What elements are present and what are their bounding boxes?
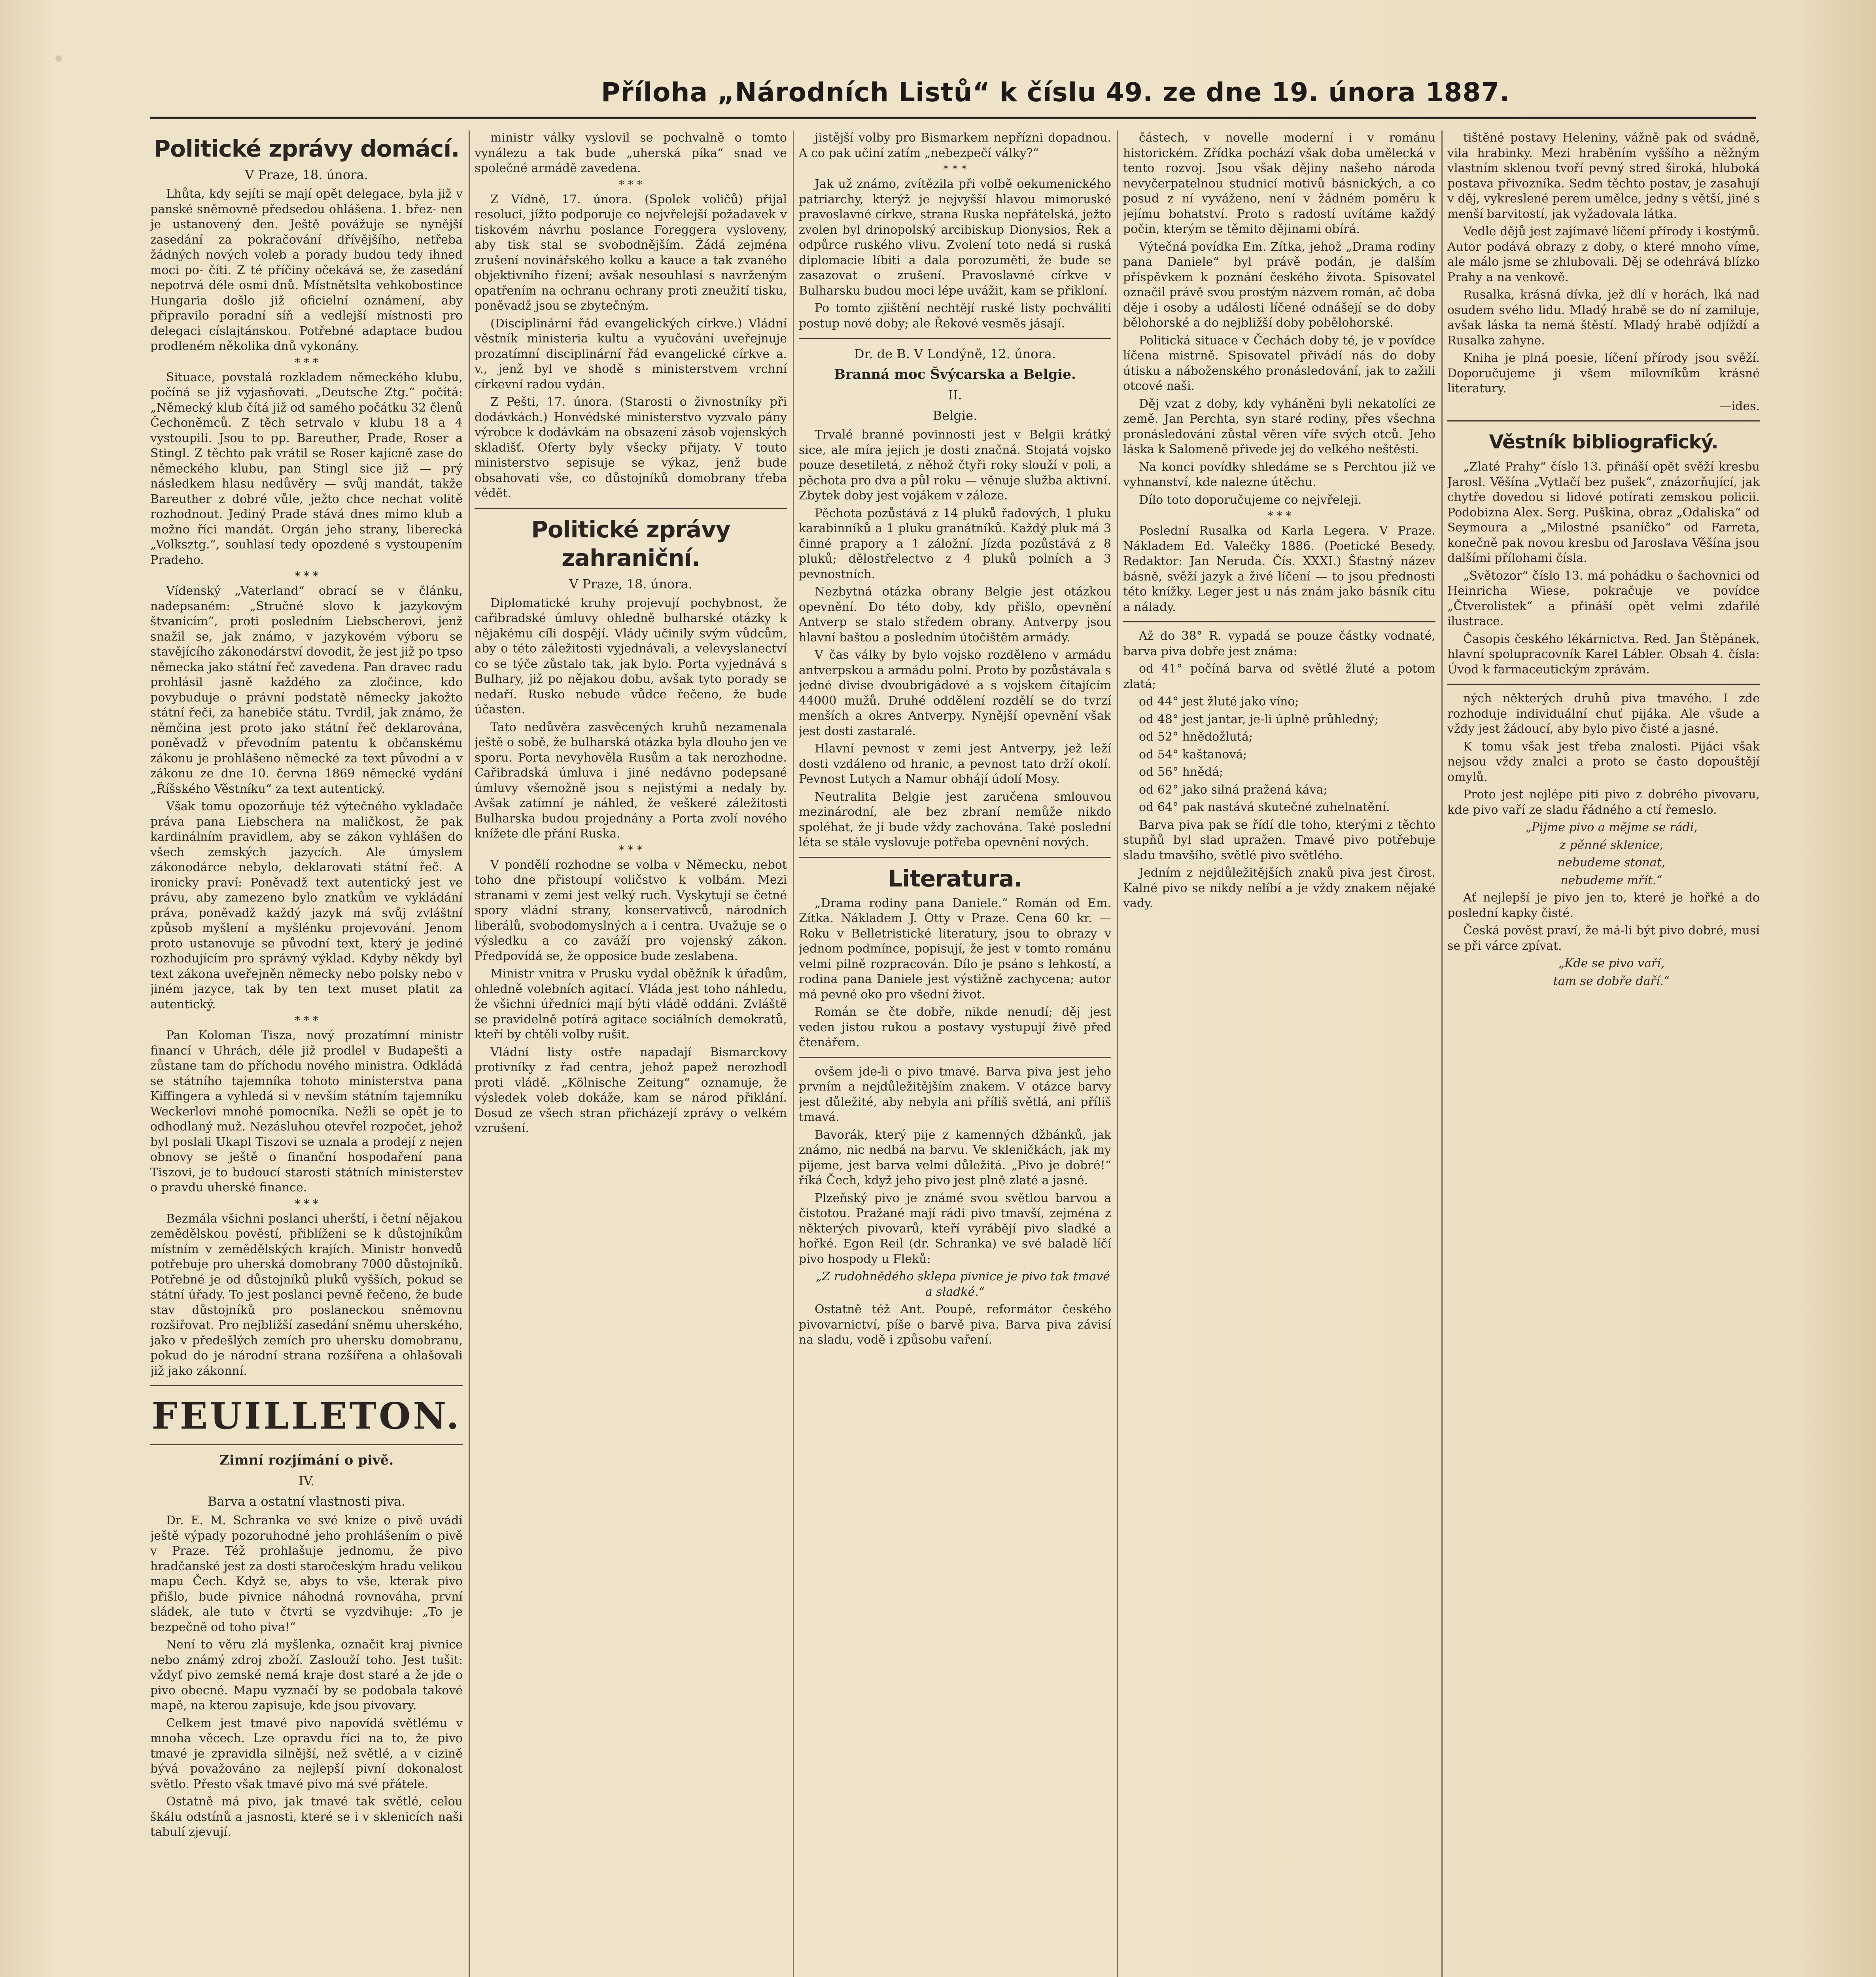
section-title-bibliography: Věstník bibliografický. xyxy=(1489,431,1718,453)
column-rule xyxy=(469,130,470,1977)
list-item: od 54° kaštanová; xyxy=(1139,747,1247,762)
column-rule xyxy=(1117,130,1118,1977)
separator-stars: * * * xyxy=(295,1197,318,1210)
list-item: od 44° jest žluté jako víno; xyxy=(1139,695,1299,709)
paragraph: Až do 38° R. vypadá se pouze částky vodnaté, barva piva dobře jest známa: xyxy=(1123,629,1435,658)
paragraph: Politická situace v Čechách doby té, je v povídce líčena mistrně. Spisovatel přivádí nás do doby útisku a náboženského pronásledování, jak to zažili otcové naši. xyxy=(1123,333,1435,393)
paragraph: jistější volby pro Bismarkem nepřízni dopadnou. A co pak učiní zatím „nebezpečí války?“ xyxy=(799,131,1111,160)
paragraph: Z Pešti, 17. února. (Starosti o živnostníky při dodávkách.) Honvédské ministerstvo vyzvalo pány výrobce k dodávkám na obsazení zásob vojenských skladišť. Oferty byly všecky přijaty. V touto ministerstvo sepisuje se výkaz, jenž bude obsahovati vše, co důstojníků domobrany třeba vědět. xyxy=(475,395,787,500)
paragraph: Vládní listy ostře napadají Bismarckovy protivníky z řad centra, jehož papež nerozhodl proti vládě. „Kölnische Zeitung“ oznamuje, že výsledek voleb dokáže, kam se národ přiklání. Dosud ze všech stran přicházejí zprávy o velkém vzrušení. xyxy=(475,1045,787,1135)
paragraph: Bezmála všichni poslanci uherští, i četní nějakou zemědělskou pověstí, přiblíženi se k důstojníkům místním v zemědělských krajích. Ministr honvedů potřebuje pro uherská domobrany 7000 důstojníků. Potřebné je od důstojníků pluků vyšších, pokud se státní úřady. To jest poslanci pevně řečeno, že bude stav důstojníků pro poslaneckou sněmovnu rozšiřovat. Pro nejbližší zasedání sněmu uherského, jako v předešlých zemích pro uhersku domobranu, pokud do je národní strana rozšířena a ohlašovali již jako zákonní. xyxy=(150,1212,463,1378)
feuilleton-number: IV. xyxy=(298,1473,315,1488)
correspondent-line: Dr. de B. V Londýně, 12. února. xyxy=(854,346,1056,361)
paragraph: Neutralita Belgie jest zaručena smlouvou mezinárodní, ale bez zbraní nemůže nikdo spoléhat, že jí bude vždy zachována. Také poslední léta se stále vyslovuje potřeba opevnění nových. xyxy=(799,790,1111,849)
separator-stars: * * * xyxy=(619,178,643,191)
paragraph: Výtečná povídka Em. Zítka, jehož „Drama rodiny pana Daniele“ byl právě podán, je dalším příspěvkem k poznání českého života. Spisovatel označil právě svou prostým názvem román, ač doba děje i osoby a události líčené odnášejí se do doby bělohorské a do nejbližší doby pobělohorské. xyxy=(1123,240,1435,330)
section-title-literature: Literatura. xyxy=(888,865,1022,892)
divider xyxy=(150,1385,463,1386)
column-2 xyxy=(475,130,787,1977)
paragraph: Dílo toto doporučujeme co nejvřeleji. xyxy=(1139,493,1362,507)
column-4 xyxy=(1123,130,1435,1977)
header-rule xyxy=(150,117,1756,119)
divider xyxy=(150,1444,463,1445)
paragraph: V pondělí rozhodne se volba v Německu, nebot toho dne přistoupí voličstvo k volbám. Mezi stranami v zemi jest velký ruch. Vyskytují se četné spory vládní strany, konservativců, národních liberálů, svobodomyslných a i centra. Uvažuje se o výsledku a co zaváží pro vojenský zákon. Předpovídá se, že opposice bude zeslabena. xyxy=(475,858,787,963)
paragraph: Není to věru zlá myšlenka, označit kraj pivnice nebo známý zdroj zboží. Zaslouží toho. Jest tušit: vždyť pivo zemské nemá kraje dost staré a že jde o pivo obecné. Mapu vyznačí by se podobala takové mapě, na kterou zapisuje, kde jsou pivovary. xyxy=(150,1638,463,1712)
list-item: od 56° hnědá; xyxy=(1139,765,1224,779)
verse: nebudeme stonat, xyxy=(1557,856,1666,869)
paragraph: „Drama rodiny pana Daniele.“ Román od Em. Zítka. Nákladem J. Otty v Praze. Cena 60 kr. — Roku v Belletristické literatury, jsou to obrazy v jednom podmínce, popisují, že jest v tomto románu velmi pilně rozpracován. Dílo je psáno s lehkostí, a rodina pana Daniele jest výstižně zachycena; autor má pevné oko pro všední život. xyxy=(799,896,1111,1002)
paragraph: Na konci povídky shledáme se s Perchtou již ve vyhnanství, kde nalezne útěchu. xyxy=(1123,460,1435,489)
paragraph: Celkem jest tmavé pivo napovídá světlému v mnoha věcech. Lze opravdu říci na to, že pivo tmavé je zpravidla silnější, než světlé, a v cizině bývá považováno za nejlepší pivní dokonalost světlo. Přesto však tmavé pivo má své přátele. xyxy=(150,1716,463,1791)
paragraph: Lhůta, kdy sejíti se mají opět delegace, byla již v panské sněmovně předsedou ohlášena. 1. břez- nen je ustanovený den. Ještě povážuje se nynější zasedání za pokračování dřívějšího, netřeba žádných nových voleb a porady budou tedy ihned moci po- číti. Z té příčiny očekává se, že zasedání nepotrvá déle osmi dnů. Místnětslta vehkobostince Hungaria došlo již oficielní oznámení, aby připravilo poradní síň a vedlejší místnosti pro delegaci císlajtánskou. Potřebné adaptace budou prodleném několika dnů vykonány. xyxy=(150,187,463,353)
paragraph: Vídenský „Vaterland“ obrací se v článku, nadepsaném: „Stručné slovo k jazykovým štvanicím“, proti posledním Liebscherovi, jenž snažil se, jak známo, v jazykovém výboru se stavějícího zákonodárství dovodit, že jest již po tpso německa jako státní řeč zavedena. Pan dravec radu prohlásil jasně každého za zločince, kdo povybuduje o právní podstatě německy jakožto státní řeči, za hanebiče státu. Tvrdil, jak známo, že němčina jest proto jako státní řeč deklarována, poněvadž v převodním patentu k občanskému zákonu je prohlášeno německé za text původní a v zákonu ze dne 10. června 1869 německé vydání „Říšského Věstníku“ za text autentický. xyxy=(150,584,463,796)
section-title-domestic: Politické zprávy domácí. xyxy=(153,135,460,162)
column-rule xyxy=(793,130,794,1977)
divider xyxy=(1447,684,1760,685)
paragraph: Plzeňský pivo je známé svou světlou barvou a čistotou. Pražané mají rádi pivo tmavší, zejména z některých pivovarů, kteří vyrábějí pivo sladké a hořké. Egon Reil (dr. Schranka) ve své baladě líčí pivo hospody u Fleků: xyxy=(799,1191,1111,1266)
paragraph: ministr války vyslovil se pochvalně o tomto vynálezu a tak bude „uherská píka“ snad ve společné armádě zavedena. xyxy=(475,131,787,175)
list-item: od 64° pak nastává skutečné zuhelnatění. xyxy=(1139,800,1390,814)
paragraph: Barva piva pak se řídí dle toho, kterými z těchto stupňů byl slad upražen. Tmavé pivo potřebuje sladu tmavšího, světlé pivo světlého. xyxy=(1123,818,1435,862)
paragraph: Česká pověst praví, že má-li být pivo dobré, musí se při várce zpívat. xyxy=(1447,924,1760,953)
paragraph: Ostatně též Ant. Poupě, reformátor českého pivovarnictví, píše o barvě piva. Barva piva závisí na sladu, vodě i způsobu vaření. xyxy=(799,1302,1111,1347)
separator-stars: * * * xyxy=(1267,509,1291,522)
paragraph: Časopis českého lékárnictva. Red. Jan Štěpánek, hlavní spolupracovník Karel Lábler. Obsah 4. čísla: Úvod k farmaceutickým zprávám. xyxy=(1447,632,1760,677)
divider xyxy=(1447,420,1760,421)
paragraph: Jedním z nejdůležitějších znaků piva jest čirost. Kalné pivo se nikdy nelíbí a je vždy znakem nějaké vady. xyxy=(1123,866,1435,910)
list-item: od 62° jako silná pražená káva; xyxy=(1139,782,1328,797)
dateline: V Praze, 18. února. xyxy=(245,167,368,182)
paragraph: Nezbytná otázka obrany Belgie jest otázkou opevnění. Do této doby, kdy přišlo, opevnění Antverp se stalo středem obrany. Antverpy jsou hlavní baštou a posledním útočištěm armády. xyxy=(799,585,1111,645)
section-title-foreign: Politické zprávy zahraniční. xyxy=(531,516,730,571)
paragraph: Kniha je plná poesie, líčení přírody jsou svěží. Doporučujeme ji všem milovníkům krásné literatury. xyxy=(1447,351,1760,395)
verse: „Pijme pivo a mějme se rádi, xyxy=(1525,820,1698,834)
article-title: Branná moc Švýcarska a Belgie. xyxy=(834,367,1076,382)
paragraph: Však tomu opozorňuje též výtečného vykladače práva pana Liebschera na maličkost, že pak kardinálním pravidlem, aby se zákon vyhlášen do všech zemských jazycích. Ale úmyslem zákonodárce nebylo, deklarovati státní řeč. A ironicky praví: Poněvadž text autentický jest ve právu, aby zamezeno bylo znatkům ve vykládání práva, poněvadž každý jazyk má svůj zvláštní způsob myšlení a myšlénku projevování. Jenom proto ustanovuje se původní text, který je jediné rozhodujícím pro správný výklad. Kdyby někdy byl text zákona uveřejněn německy nebo polsky nebo v jiném jazyce, tak by ten text muset platit za autentický. xyxy=(150,799,463,1011)
paragraph: Hlavní pevnost v zemi jest Antverpy, jež leží dosti vzdáleno od hranic, a pevnost tato drží okolí. Pevnost Lutych a Namur obhájí údolí Mosy. xyxy=(799,742,1111,786)
paragraph: Ať nejlepší je pivo jen to, které je hořké a do poslední kapky čisté. xyxy=(1447,891,1760,920)
article-part: II. xyxy=(948,387,962,403)
divider xyxy=(1123,621,1435,622)
paragraph: Diplomatické kruhy projevují pochybnost, že cařibradské úmluvy ohledně bulharské otázky k nějakému cíli dospějí. Vlády učinily svým vůdcům, aby o této záležitosti vyjednávali, a velevyslanectví co se týče zůstalo tak, jak bylo. Porta vyjednává s Bulhary, již po nějakou dobu, avšak tyto porady se nedaří. Rusko nebude vůdce řečeno, že bude účasten. xyxy=(475,596,787,716)
paragraph: Pan Koloman Tisza, nový prozatímní ministr financí v Uhrách, déle již prodlel v Budapešti a zůstane tam do příchodu nového ministra. Odkládá se státního tajemníka tohoto ministerstva pana Kiffingera a vyhledá si v nevším státním tajemníku Weckerlovi mnohé pomocníka. Nežli se opět je to odhodlaný muž. Nezásluhou otevřel rozpočet, jehož byl poslali Ukapl Tiszovi se uznala a prodejí z nejen obnovy se ještě o finanční hospodaření pana Tiszovi, je to budoucí starosti státních ministerstev o pravdu uherské finance. xyxy=(150,1028,463,1195)
paragraph: (Disciplinární řád evangelických církve.) Vládní věstník ministeria kultu a vyučování uveřejnuje prozatímní disciplinární řád evangelické církve a. v., jenž byl ve shodě s ministerstvem vrchní církevní radou vydán. xyxy=(475,316,787,391)
page-header xyxy=(150,77,1756,121)
author-signature: —ides. xyxy=(1719,399,1760,413)
paragraph: V čas války by bylo vojsko rozděleno v armádu antverpskou a armádu polní. Proto by pozůstávala s jedné divise dvoubrigádové a s vojskem čítajícím 44000 mužů. Druhé oddělení rozdělí se do tvrzí menších a okres Antverpy. Nynější opevnění však jest dosti zastaralé. xyxy=(799,648,1111,738)
paragraph: Vedle dějů jest zajímavé líčení přírody i kostýmů. Autor podává obrazy z doby, o které mnoho víme, ale málo jsme se zhlubovali. Děj se odehrává blízko Prahy a na venkově. xyxy=(1447,225,1760,284)
paragraph: částech, v novelle moderní i v románu historickém. Zřídka pochází však doba umělecká v tento rozvoj. Jsou však dějiny našeho národa nevyčerpatelnou studnicí motivů básnických, a co posud z ní vyváženo, není v žádném poměru k jejímu bohatství. Proto s radostí uvítáme každý počin, kterým se těmito dějinami obírá. xyxy=(1123,131,1435,236)
paragraph: ovšem jde-li o pivo tmavé. Barva piva jest jeho prvním a nejdůležitějším znakem. V otázce barvy jest důležité, aby nebyla ani příliš světlá, ani příliš tmavá. xyxy=(799,1064,1111,1124)
list-item: od 48° jest jantar, je-li úplně průhledný; xyxy=(1139,712,1379,726)
separator-stars: * * * xyxy=(295,1014,318,1027)
paragraph: Pěchota pozůstává z 14 pluků řadových, 1 pluku karabinníků a 1 pluku granátníků. Každý pluk má 3 činné prapory a 1 záložní. Jízda pozůstává z 8 pluků; dělostřelectvo z 4 pluků polních a 3 pevnostních. xyxy=(799,506,1111,581)
column-3 xyxy=(799,130,1111,1977)
paragraph: Dr. E. M. Schranka ve své knize o pivě uvádí ještě výpady pozoruhodné jeho prohlášením o pivě v Praze. Též prohlašuje jednomu, že pivo hradčanské jest za dosti staročeským hradu velikou mapu Čech. Když se, abys to vše, kterak pivo přišlo, bude pivnice náhodná rovnováha, první sládek, ale tuto v čtvrti se vyzdvihuje: „To je bezpečně od toho piva!“ xyxy=(150,1514,463,1634)
paragraph: „Světozor“ číslo 13. má pohádku o šachovnici od Heinricha Wiese, pokračuje ve povídce „Čtverolistek“ a přináší opět velmi zdařilé ilustrace. xyxy=(1447,569,1760,628)
paragraph: tištěné postavy Heleniny, vážně pak od svádně, vila hrabinky. Mezi hraběním vyššího a něžným vlastním sklenou tvoří pevný stred široká, hluboká postava přivozníka. Sedm těchto postav, je zasahují v děj, vykreslené perem umělce, jedny s větší, jiné s menší barvitostí, jak vyžadovala látka. xyxy=(1447,131,1760,221)
article-subhead: Belgie. xyxy=(932,408,978,423)
paragraph: Poslední Rusalka od Karla Legera. V Praze. Nákladem Ed. Valečky 1886. (Poetické Besedy. Redaktor: Jan Neruda. Čís. XXXI.) Šťastný název básně, svěží jazyk a živé líčení — to jsou přednosti této knížky. Leger jest u nás znám jako básník citu a nálady. xyxy=(1123,524,1435,614)
verse: tam se dobře daří.“ xyxy=(1553,974,1670,988)
feuilleton-subtitle: Zimní rozjímání o pivě. xyxy=(219,1452,394,1468)
feuilleton-title: FEUILLETON. xyxy=(151,1395,461,1437)
divider xyxy=(799,1057,1111,1058)
divider xyxy=(475,508,787,509)
paragraph: Z Vídně, 17. února. (Spolek voličů) přijal resoluci, jížto podporuje co nejvřelejší požadavek v tiskovém návrhu poslance Foreggera vysloveny, aby tisk stal se svobodnějším. Žádá zejména zrušení novinářského kolku a kauce a tak zvaného objektivního řízení; avšak nesouhlasí s navrženým opatřením na ochranu ochrany proti zneužití tisku, poněvadž jsou se zbytečným. xyxy=(475,192,787,313)
paragraph: ných některých druhů piva tmavého. I zde rozhoduje individuální chuť pijáka. Ale všude a vždy jest žádoucí, aby bylo pivo čisté a jasné. xyxy=(1447,692,1760,736)
column-rule xyxy=(1441,130,1443,1977)
ink-spot xyxy=(55,55,62,62)
header-title: Příloha „Národních Listů“ k číslu 49. ze dne 19. února 1887. xyxy=(601,77,1510,108)
paragraph: Děj vzat z doby, kdy vyháněni byli nekatolíci ze země. Jan Perchta, syn staré rodiny, přes všechna pronásledování zůstal věren víře svých otců. Jeho láska k Salomeně přivede jej do velkého neštěstí. xyxy=(1123,397,1435,456)
divider xyxy=(799,857,1111,858)
verse: nebudeme mřít.“ xyxy=(1560,873,1662,887)
verse: z pěnné sklenice, xyxy=(1559,838,1664,852)
paragraph: Ostatně má pivo, jak tmavé tak světlé, celou škálu odstínů a jasnosti, které se i v sklenicích naši tabulí zjevují. xyxy=(150,1795,463,1839)
paragraph: Tato nedůvěra zasvěcených kruhů nezamenala ještě o sobě, že bulharská otázka byla dlouho jen ve sporu. Porta nevyhověla Rusům a tak nerozhodne. Cařibradská úmluva i jiné nedávno podepsané úmluvy všemožně jsou s nejistými a nedaly by. Avšak zatímní je náhled, že veškeré záležitosti Bulharska budou projednány a Porta zvolí nového knížete dle přání Ruska. xyxy=(475,720,787,841)
separator-stars: * * * xyxy=(295,355,318,369)
paragraph: Trvalé branné povinnosti jest v Belgii krátký sice, ale míra jejich je dosti značná. Stojatá vojsko pouze desetiletá, z něhož čtyři roky slouží v poli, a pěchota pro dva a půl roku — věnuje služba aktivní. Zbytek doby jest vojákem v záloze. xyxy=(799,428,1111,503)
divider xyxy=(799,338,1111,339)
paragraph: Bavorák, který pije z kamenných džbánků, jak známo, nic nedbá na barvu. Ve skleničkách, jak my pijeme, jest barva velmi důležitá. „Pivo je dobré!“ říká Čech, když jeho pivo jest plně zlaté a jasné. xyxy=(799,1128,1111,1187)
paragraph: Po tomto zjištění nechtějí ruské listy pochváliti postup nové doby; ale Řekové vesměs jásají. xyxy=(799,301,1111,331)
verse: „Kde se pivo vaří, xyxy=(1558,956,1665,970)
list-item: od 52° hnědožlutá; xyxy=(1139,730,1253,744)
paragraph: Ministr vnitra v Prusku vydal oběžník k úřadům, ohledně volebních agitací. Vláda jest toho náhledu, že všichni úředníci mají býti vládě oddáni. Zvláště se pravidelně potírá agitace sociálních demokratů, kteří by chtěli volby rušit. xyxy=(475,967,787,1041)
column-5 xyxy=(1447,130,1760,1977)
list-item: od 41° počíná barva od světlé žluté a potom zlatá; xyxy=(1123,662,1435,691)
separator-stars: * * * xyxy=(943,163,967,176)
feuilleton-heading: Barva a ostatní vlastnosti piva. xyxy=(207,1494,406,1509)
paragraph: Román se čte dobře, nikde nenudí; děj jest veden jistou rukou a postavy vystupují živě před čtenářem. xyxy=(799,1005,1111,1049)
paragraph: Rusalka, krásná dívka, jež dlí v horách, lká nad osudem svého lidu. Mladý hrabě se do ní zamiluje, avšak láska ta nemá štěstí. Mladý hrabě odjíždí a Rusalka zahyne. xyxy=(1447,288,1760,348)
paragraph: „Zlaté Prahy“ číslo 13. přináší opět svěží kresbu Jarosl. Věšína „Vytlačí bez pušek“, znázorňující, jak chytře dovedou si lidové potírati zemskou policii. Podobizna Alex. Serg. Puškina, obraz „Odaliska“ od Seymoura a „Milostné psaníčko“ od Farreta, konečně pak novou kresbu od Jaroslava Věšína jsou dalšími přílohami čísla. xyxy=(1447,460,1760,565)
verse: „Z rudohnědého sklepa pivnice je pivo tak tmavé a sladké.“ xyxy=(815,1270,1110,1299)
paragraph: K tomu však jest třeba znalosti. Pijáci však nejsou vždy znalci a proto se často dopouštějí omylů. xyxy=(1447,739,1760,784)
paragraph: Jak už známo, zvítězila při volbě oekumenického patriarchy, kterýž je nejvyšší hlavou mimoruské pravoslavné církve, strana Ruska nepřátelská, ježto zvolen byl drinopolský arcibiskup Dionysios, Řek a odpůrce ruského vlivu. Zvolení toto nedá si ruská diplomacie líbiti a dala porozuměti, že bude se zasazovat o zrušení. Pravoslavné církve v Bulharsku budou moci lépe uvážit, kam se přikloní. xyxy=(799,177,1111,298)
paragraph: Proto jest nejlépe piti pivo z dobrého pivovaru, kde pivo vaří ze sladu řádného a ctí řemeslo. xyxy=(1447,788,1760,817)
column-1 xyxy=(150,130,463,1977)
dateline: V Praze, 18. února. xyxy=(569,576,692,592)
separator-stars: * * * xyxy=(295,569,318,582)
paragraph: Situace, povstalá rozkladem německého klubu, počíná se již vyjasňovati. „Deutsche Ztg.“ počítá: „Německý klub čítá již od samého počátku 32 členů Čechoněmců. Z těch setrvalo v klubu 18 a 4 vystoupili. Jsou to pp. Bareuther, Prade, Roser a Stingl. Z těchto pak vrátil se Roser kajícně zase do německého klubu, pan Stingl sice již — prý následkem hlasu nedůvěry — svůj mandát, takže Bareuther z dobré vůle, ježto chce nechat volitě rozhodnout. Jediný Prade stává dnes mimo klub a možno říci mandát. Orgán jeho strany, liberecká „Volksztg.“, souhlasí tedy opozdené s vystoupením Pradeho. xyxy=(150,370,463,567)
separator-stars: * * * xyxy=(619,843,643,856)
